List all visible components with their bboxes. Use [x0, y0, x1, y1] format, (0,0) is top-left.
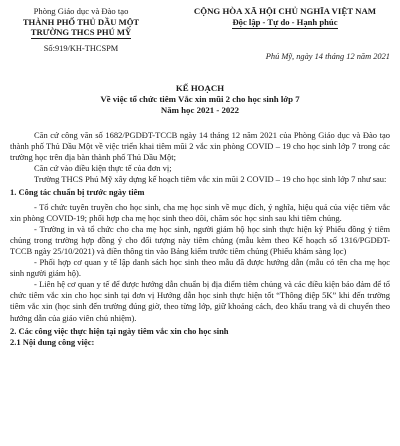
body-paragraph: - Trường in và tổ chức cho cha mẹ học sinh, người giám hộ học sinh thực hiện ký Phiếu đồng ý tiêm chủng trong trường hợp đồng ý cho đối tượng này tiêm chủng (mẫu kèm theo Kế hoạch số 1316/PGDĐT-TCCB ngày 25/10/2021) và điền thông tin vào Bảng kiểm trước tiêm chủng (Phiếu khám sàng lọc) — [10, 223, 390, 256]
body-paragraph: - Liên hệ cơ quan y tế để được hướng dẫn chuẩn bị địa điểm tiêm chủng và các điều kiện bảo đảm để tổ chức tiêm vắc xin cho học sinh tại đơn vị Hướng dẫn học sinh thực hiện tốt “Thông điệp 5K” khi đến trường tiêm vắc xin (học sinh đến trường đúng giờ, theo từng lớp, giữ khoảng cách, đeo khẩu trang và di chuyển theo hướng dẫn của giáo viên chủ nhiệm). — [10, 279, 390, 323]
body-paragraph: Căn cứ công văn số 1682/PGDĐT-TCCB ngày 14 tháng 12 năm 2021 của Phòng Giáo dục và Đào tạo thành phố Thủ Dầu Một về việc triển khai tiêm mũi 2 vắc xin phòng COVID – 19 cho học sinh lớp 7 trong các trường học trên địa bàn thành phố Thủ Dầu Một; — [10, 130, 390, 163]
section-heading: 1. Công tác chuẩn bị trước ngày tiêm — [10, 187, 145, 198]
document-title: KẾ HOẠCH — [175, 83, 225, 93]
header-left — [6, 6, 156, 55]
document-titles — [0, 83, 400, 116]
document-body — [10, 130, 390, 348]
body-paragraph: - Phối hợp cơ quan y tế lập danh sách học sinh theo mẫu đã được hướng dẫn (mẫu có tên cha mẹ học sinh người giám hộ). — [10, 257, 390, 279]
school-name: TRƯỜNG THCS PHÚ MỸ — [30, 27, 132, 37]
agency-name: Phòng Giáo dục và Đào tạo — [33, 6, 129, 16]
body-paragraph: Căn cứ vào điều kiện thực tế của đơn vị; — [34, 163, 172, 174]
section-heading: 2. Các công việc thực hiện tại ngày tiêm vắc xin cho học sinh — [10, 325, 229, 336]
national-title: CỘNG HÒA XÃ HỘI CHỦ NGHĨA VIỆT NAM — [193, 6, 377, 16]
document-subtitle: Về việc tổ chức tiêm Vắc xin mũi 2 cho học sinh lớp 7 — [100, 94, 300, 104]
body-paragraph: Trường THCS Phú Mỹ xây dựng kế hoạch tiêm vắc xin mũi 2 COVID – 19 cho học sinh lớp 7 như sau: — [34, 174, 387, 185]
subsection-heading: 2.1 Nội dung công việc: — [10, 336, 95, 347]
header-right — [178, 6, 392, 29]
document-number: Số:919/KH-THCSPM — [43, 44, 119, 53]
dateline: Phú Mỹ, ngày 14 tháng 12 năm 2021 — [265, 52, 390, 61]
school-year: Năm học 2021 - 2022 — [160, 105, 240, 115]
city-name: THÀNH PHỐ THỦ DẦU MỘT — [22, 16, 140, 27]
national-motto: Độc lập - Tự do - Hạnh phúc — [232, 17, 338, 27]
body-paragraph: - Tổ chức tuyên truyền cho học sinh, cha mẹ học sinh về mục đích, ý nghĩa, hiệu quả của việc tiêm vắc xin phòng COVID-19; phối hợp cha mẹ học sinh theo dõi, chăm sóc học sinh sau khi tiêm chủng. — [10, 201, 390, 223]
